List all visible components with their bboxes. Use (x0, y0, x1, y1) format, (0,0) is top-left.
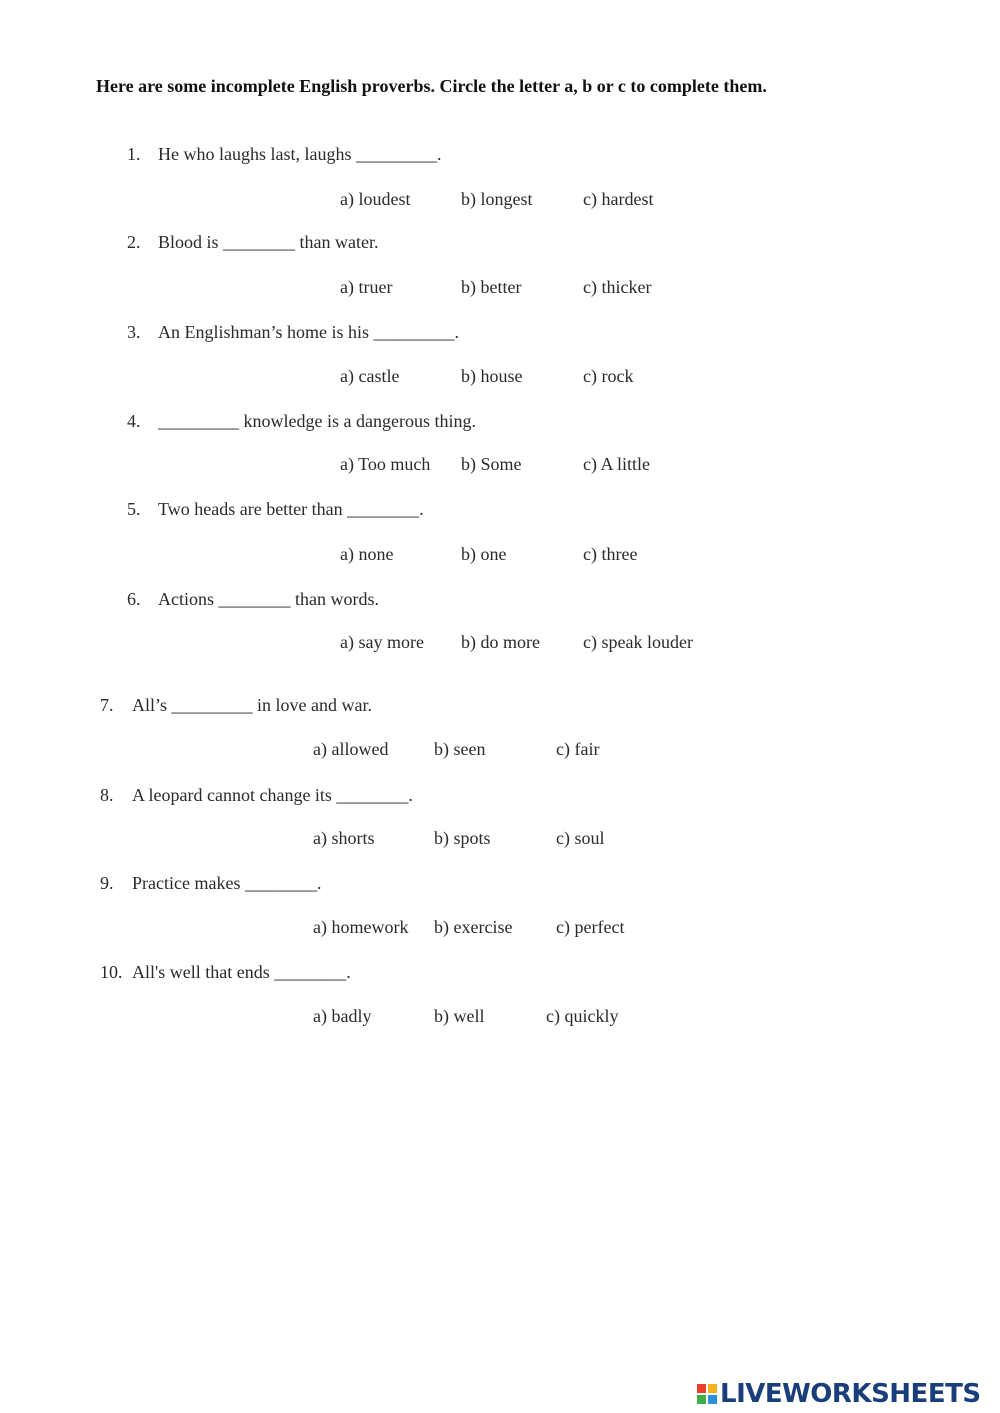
option-b[interactable]: b) longest (461, 189, 533, 209)
option-a[interactable]: a) shorts (313, 828, 375, 848)
option-b[interactable]: b) spots (434, 828, 491, 848)
option-c[interactable]: c) perfect (556, 917, 625, 937)
question-9 (100, 873, 321, 894)
question-number: 9. (100, 873, 114, 893)
option-b[interactable]: b) better (461, 277, 522, 297)
question-1 (127, 144, 441, 165)
question-text: He who laughs last, laughs _________. (158, 144, 442, 164)
instructions: Here are some incomplete English proverbs. Circle the letter a, b or c to complete them. (96, 76, 767, 96)
question-text: A leopard cannot change its ________. (132, 785, 413, 805)
question-3 (127, 322, 459, 343)
logo-square-green (697, 1395, 706, 1404)
question-number: 10. (100, 962, 123, 982)
question-text: All’s _________ in love and war. (132, 695, 372, 715)
question-number: 3. (127, 322, 141, 342)
question-7 (100, 695, 372, 716)
question-5 (127, 499, 424, 520)
question-text: Practice makes ________. (132, 873, 322, 893)
question-number: 5. (127, 499, 141, 519)
option-c[interactable]: c) soul (556, 828, 605, 848)
option-a[interactable]: a) say more (340, 632, 424, 652)
logo-square-blue (708, 1395, 717, 1404)
question-10 (100, 962, 351, 983)
liveworksheets-logo[interactable] (697, 1379, 981, 1409)
option-a[interactable]: a) truer (340, 277, 393, 297)
option-c[interactable]: c) fair (556, 739, 600, 759)
logo-text: LIVEWORKSHEETS (720, 1379, 981, 1409)
question-text: Actions ________ than words. (158, 589, 379, 609)
option-b[interactable]: b) well (434, 1006, 485, 1026)
option-a[interactable]: a) loudest (340, 189, 411, 209)
question-text: _________ knowledge is a dangerous thing. (158, 411, 476, 431)
logo-mark-icon (697, 1384, 717, 1404)
option-a[interactable]: a) allowed (313, 739, 389, 759)
question-number: 1. (127, 144, 141, 164)
option-b[interactable]: b) one (461, 544, 507, 564)
logo-square-red (697, 1384, 706, 1393)
question-number: 8. (100, 785, 114, 805)
option-a[interactable]: a) castle (340, 366, 400, 386)
option-b[interactable]: b) house (461, 366, 523, 386)
question-text: All's well that ends ________. (132, 962, 351, 982)
option-a[interactable]: a) none (340, 544, 394, 564)
option-b[interactable]: b) exercise (434, 917, 513, 937)
question-number: 2. (127, 232, 141, 252)
option-c[interactable]: c) three (583, 544, 638, 564)
option-c[interactable]: c) thicker (583, 277, 652, 297)
option-b[interactable]: b) Some (461, 454, 522, 474)
question-number: 4. (127, 411, 141, 431)
question-text: Two heads are better than ________. (158, 499, 424, 519)
question-6 (127, 589, 379, 610)
option-c[interactable]: c) quickly (546, 1006, 619, 1026)
question-text: Blood is ________ than water. (158, 232, 379, 252)
option-c[interactable]: c) A little (583, 454, 650, 474)
question-2 (127, 232, 378, 253)
question-text: An Englishman’s home is his _________. (158, 322, 459, 342)
question-number: 7. (100, 695, 114, 715)
option-b[interactable]: b) do more (461, 632, 540, 652)
question-8 (100, 785, 413, 806)
option-c[interactable]: c) speak louder (583, 632, 693, 652)
question-4 (127, 411, 476, 432)
option-a[interactable]: a) homework (313, 917, 409, 937)
option-a[interactable]: a) Too much (340, 454, 431, 474)
option-b[interactable]: b) seen (434, 739, 486, 759)
logo-square-yellow (708, 1384, 717, 1393)
option-c[interactable]: c) rock (583, 366, 634, 386)
option-c[interactable]: c) hardest (583, 189, 654, 209)
option-a[interactable]: a) badly (313, 1006, 372, 1026)
question-number: 6. (127, 589, 141, 609)
